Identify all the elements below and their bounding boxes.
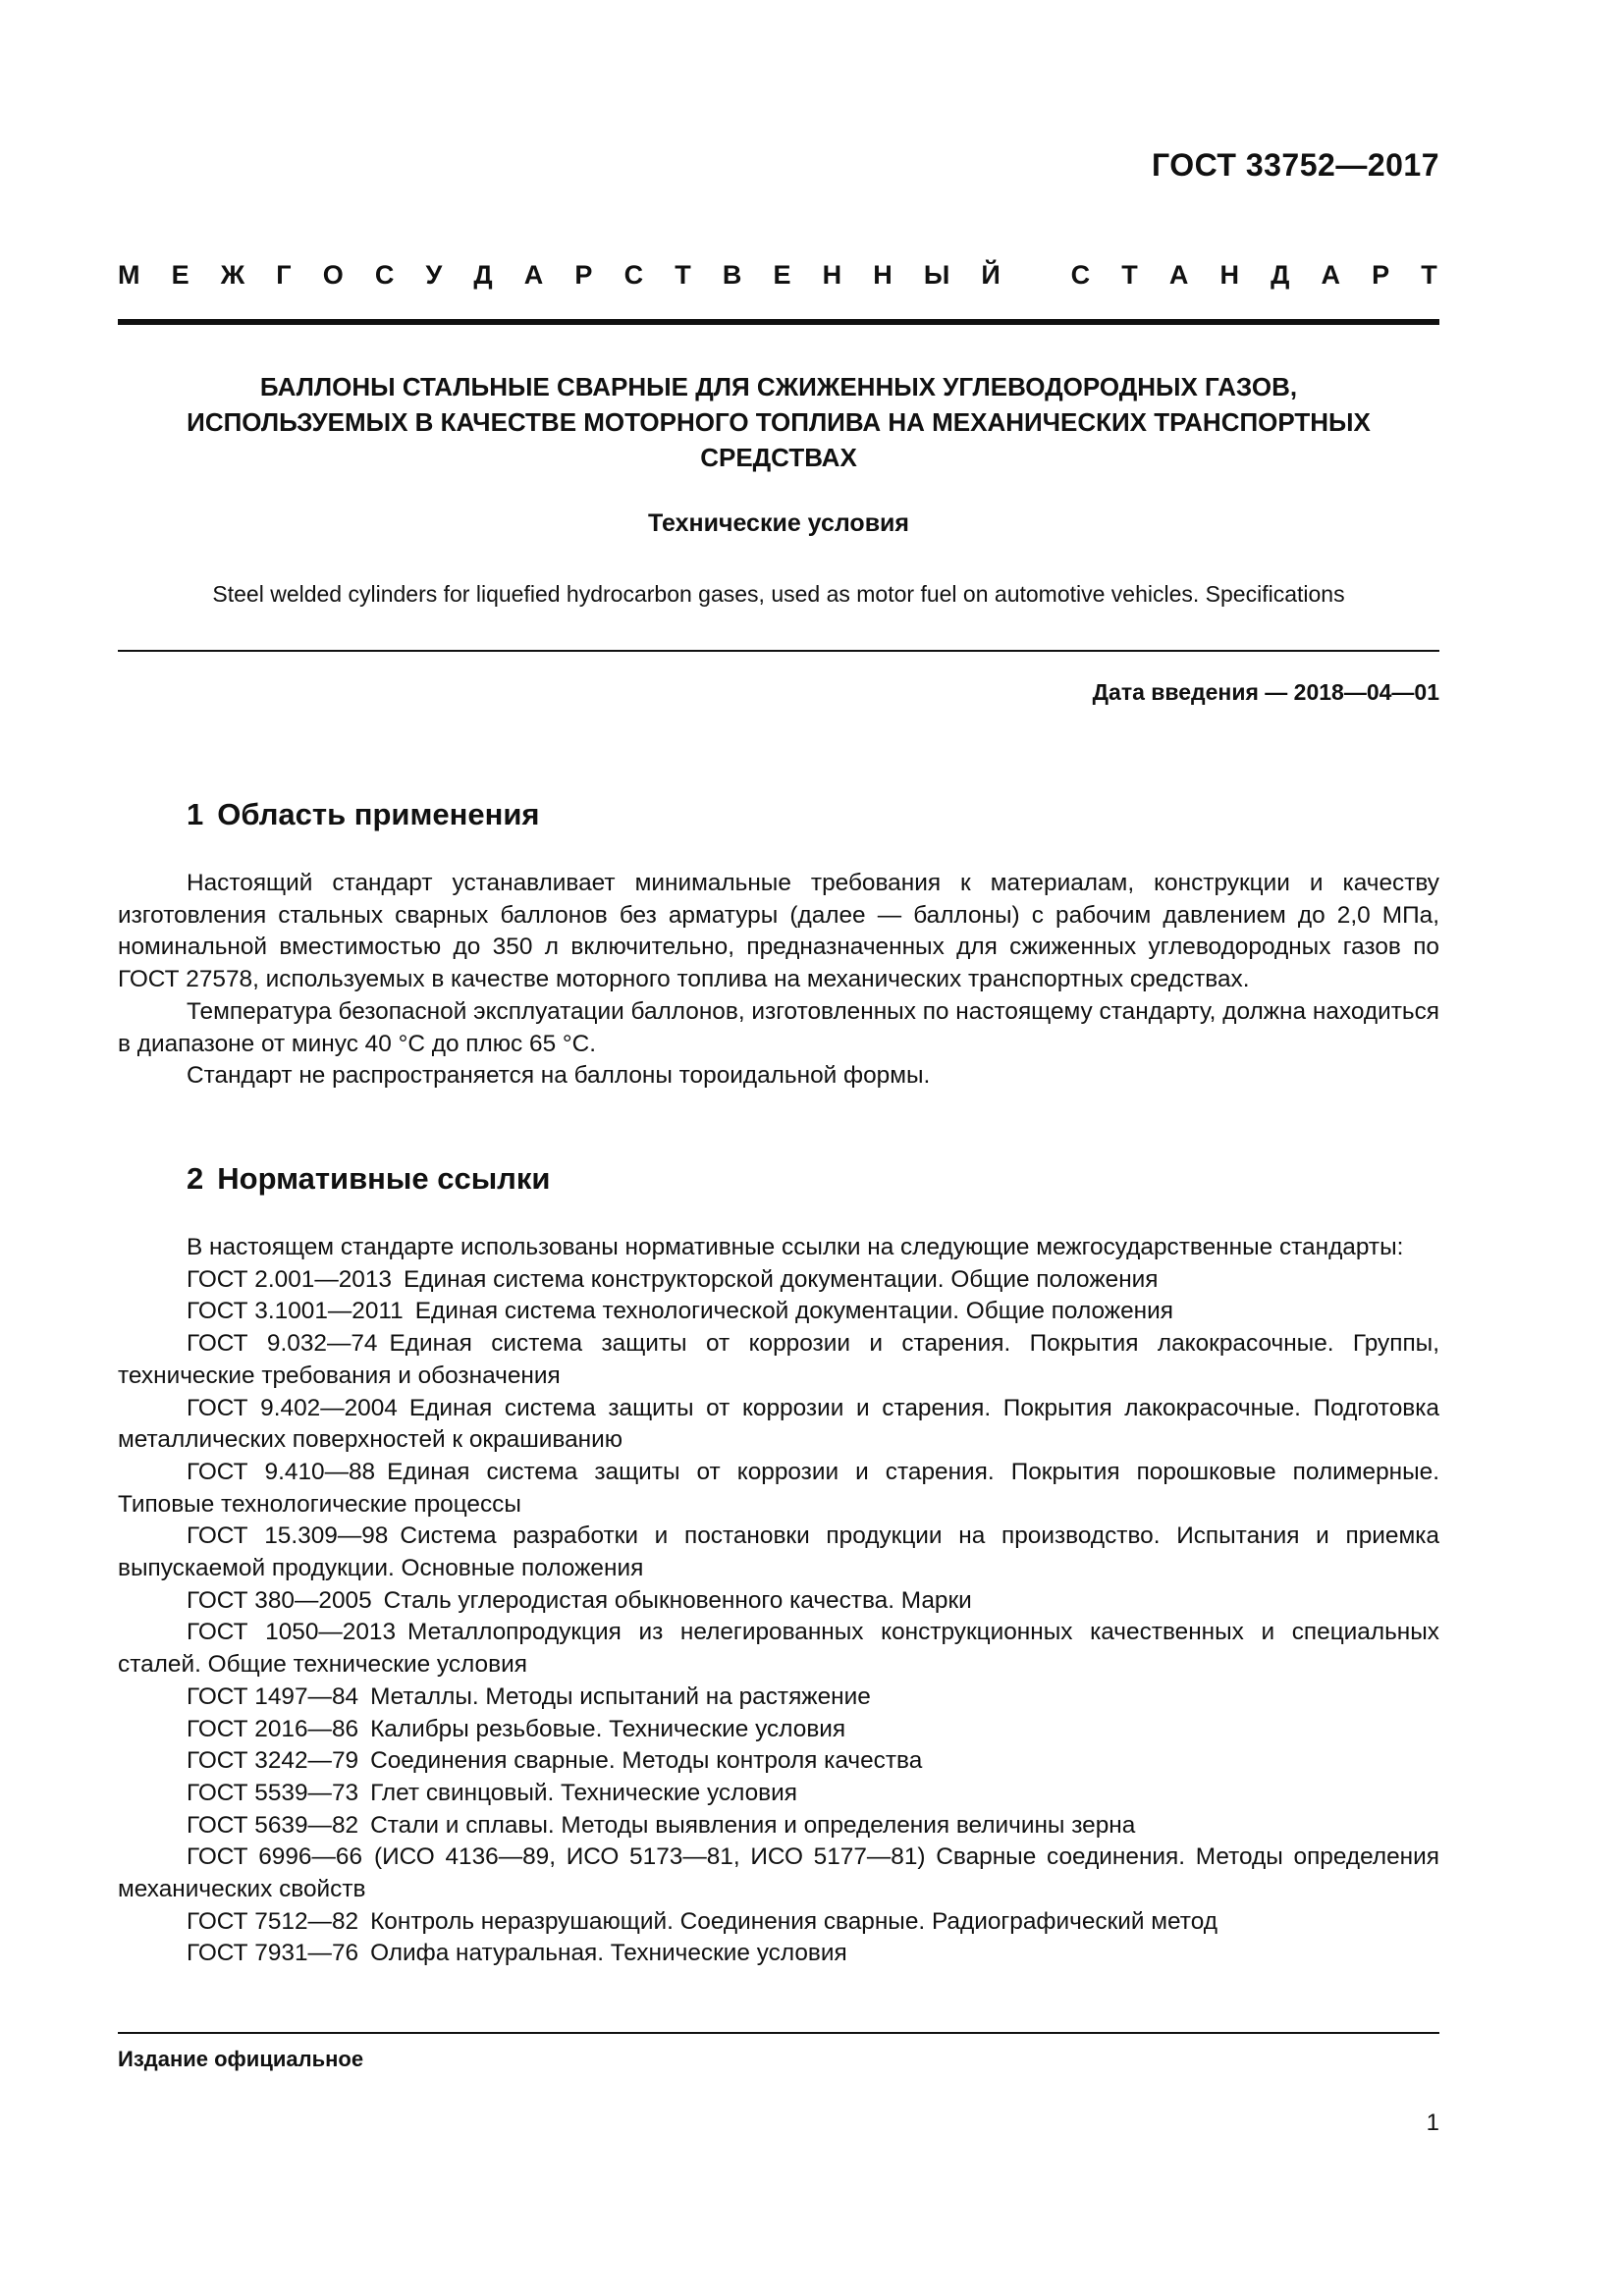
section-2-heading — [187, 1161, 550, 1197]
reference-code: ГОСТ 380—2005 — [187, 1586, 372, 1614]
reference-title: Система разработки и постановки продукции на производство. Испытания и приемка выпускаемой продукции. Основные положения — [118, 1522, 1439, 1582]
reference-code: ГОСТ 15.309—98 — [187, 1522, 389, 1550]
interstate-letter: Н — [1219, 260, 1241, 290]
interstate-letter: В — [722, 260, 744, 290]
interstate-letter: Н — [822, 260, 844, 290]
section-2-intro: В настоящем стандарте использованы нормативные ссылки на следующие межгосударственные стандарты: — [187, 1234, 1404, 1260]
reference-code: ГОСТ 1497—84 — [187, 1682, 359, 1710]
reference-item — [118, 1906, 1439, 1939]
section-1-heading — [187, 797, 540, 832]
edition-note: Издание официальное — [118, 2047, 364, 2071]
reference-item — [118, 1714, 1439, 1746]
reference-item — [118, 1585, 1439, 1618]
reference-code: ГОСТ 2016—86 — [187, 1715, 359, 1742]
introduction-date: Дата введения — 2018—04—01 — [1092, 679, 1439, 705]
reference-title: Металлы. Методы испытаний на растяжение — [370, 1682, 871, 1710]
reference-code: ГОСТ 2.001—2013 — [187, 1265, 392, 1293]
document-title — [118, 369, 1439, 475]
reference-code: ГОСТ 5639—82 — [187, 1811, 359, 1839]
interstate-letter: Д — [1271, 260, 1292, 290]
interstate-letter: С — [1070, 260, 1093, 290]
reference-title: Единая система защиты от коррозии и старения. Покрытия лакокрасочные. Группы, технические требования и обозначения — [118, 1330, 1439, 1389]
reference-title: (ИСО 4136—89, ИСО 5173—81, ИСО 5177—81) Сварные соединения. Методы определения механических свойств — [118, 1843, 1439, 1903]
reference-item — [118, 1296, 1439, 1328]
interstate-standard-label — [118, 260, 1439, 291]
interstate-letter: С — [374, 260, 397, 290]
section-1-paragraph: Настоящий стандарт устанавливает минимальные требования к материалам, конструкции и качеству изготовления стальных сварных баллонов без арматуры (далее — баллоны) с рабочим давлением до 2,0 МПа, номинальной вместимостью до 350 л включительно, предназначенных для сжиженных углеводородных газов по ГОСТ 27578, используемых в качестве моторного топлива на механических транспортных средствах. — [118, 870, 1439, 993]
interstate-letter: Т — [1121, 260, 1140, 290]
reference-item — [118, 1682, 1439, 1714]
section-1-number: 1 — [187, 797, 204, 831]
page-number: 1 — [1426, 2109, 1439, 2136]
interstate-letter: Ы — [923, 260, 952, 290]
gost-code: ГОСТ 33752—2017 — [1151, 147, 1439, 183]
section-1-body — [118, 868, 1439, 1093]
reference-item — [118, 1457, 1439, 1521]
section-2-number: 2 — [187, 1161, 204, 1196]
reference-title: Соединения сварные. Методы контроля качества — [370, 1747, 923, 1775]
reference-title: Единая система конструкторской документации. Общие положения — [403, 1265, 1159, 1293]
interstate-letter: Н — [873, 260, 894, 290]
interstate-letter: Г — [276, 260, 294, 290]
reference-code: ГОСТ 3242—79 — [187, 1747, 359, 1775]
interstate-letter: Й — [981, 260, 1002, 290]
interstate-letter: С — [623, 260, 646, 290]
interstate-letter: Т — [675, 260, 693, 290]
interstate-letter — [1032, 260, 1042, 291]
section-2-title: Нормативные ссылки — [217, 1161, 551, 1196]
section-2-body — [118, 1232, 1439, 1970]
reference-code: ГОСТ 9.402—2004 — [187, 1394, 398, 1421]
reference-title: Калибры резьбовые. Технические условия — [370, 1715, 846, 1742]
reference-code: ГОСТ 5539—73 — [187, 1779, 359, 1806]
footer-rule — [118, 2032, 1439, 2034]
reference-code: ГОСТ 7931—76 — [187, 1940, 359, 1967]
reference-item — [118, 1810, 1439, 1842]
interstate-letter: Е — [171, 260, 191, 290]
document-subtitle: Технические условия — [647, 509, 910, 537]
reference-title: Стали и сплавы. Методы выявления и определения величины зерна — [370, 1811, 1136, 1839]
interstate-letter: О — [322, 260, 346, 290]
reference-item — [118, 1264, 1439, 1297]
reference-item — [118, 1778, 1439, 1810]
section-1-paragraph: Температура безопасной эксплуатации баллонов, изготовленных по настоящему стандарту, должна находиться в диапазоне от минус 40 °С до плюс 65 °С. — [118, 997, 1439, 1057]
reference-item — [118, 1938, 1439, 1970]
reference-code: ГОСТ 3.1001—2011 — [187, 1298, 404, 1325]
title-line-1: БАЛЛОНЫ СТАЛЬНЫЕ СВАРНЫЕ ДЛЯ СЖИЖЕННЫХ УГЛЕВОДОРОДНЫХ ГАЗОВ, — [259, 372, 1298, 401]
reference-item — [118, 1393, 1439, 1457]
reference-title: Единая система защиты от коррозии и старения. Покрытия порошковые полимерные. Типовые технологические процессы — [118, 1458, 1439, 1518]
reference-code: ГОСТ 6996—66 — [187, 1843, 363, 1871]
interstate-letter: Т — [1421, 260, 1439, 290]
normative-references-list — [118, 1264, 1439, 1970]
interstate-letter: Р — [1372, 260, 1392, 290]
section-1-title: Область применения — [217, 797, 540, 831]
section-1-paragraph: Стандарт не распространяется на баллоны тороидальной формы. — [187, 1062, 931, 1090]
reference-item — [118, 1842, 1439, 1905]
title-rule — [118, 650, 1439, 652]
interstate-letter: У — [425, 260, 445, 290]
interstate-letter: Е — [773, 260, 793, 290]
reference-item — [118, 1617, 1439, 1681]
title-line-3: СРЕДСТВАХ — [700, 443, 857, 472]
reference-title: Единая система защиты от коррозии и старения. Покрытия лакокрасочные. Подготовка металлических поверхностей к окрашиванию — [118, 1394, 1439, 1454]
reference-title: Сталь углеродистая обыкновенного качества. Марки — [383, 1586, 972, 1614]
reference-code: ГОСТ 1050—2013 — [187, 1619, 397, 1646]
header-rule — [118, 319, 1439, 325]
reference-item — [118, 1745, 1439, 1778]
interstate-letter: А — [523, 260, 546, 290]
interstate-letter: Р — [574, 260, 595, 290]
interstate-letter: Ж — [220, 260, 247, 290]
reference-title: Металлопродукция из нелегированных конструкционных качественных и специальных сталей. Общие технические условия — [118, 1619, 1439, 1679]
reference-item — [118, 1328, 1439, 1392]
interstate-letter: А — [1321, 260, 1342, 290]
reference-title: Контроль неразрушающий. Соединения сварные. Радиографический метод — [370, 1907, 1217, 1935]
interstate-letter: М — [118, 260, 142, 290]
reference-code: ГОСТ 9.032—74 — [187, 1330, 378, 1358]
reference-code: ГОСТ 9.410—88 — [187, 1458, 376, 1485]
reference-item — [118, 1521, 1439, 1584]
reference-title: Глет свинцовый. Технические условия — [370, 1779, 797, 1806]
reference-code: ГОСТ 7512—82 — [187, 1907, 359, 1935]
title-line-2: ИСПОЛЬЗУЕМЫХ В КАЧЕСТВЕ МОТОРНОГО ТОПЛИВА НА МЕХАНИЧЕСКИХ ТРАНСПОРТНЫХ — [187, 407, 1371, 437]
interstate-letter: А — [1168, 260, 1191, 290]
interstate-letter: Д — [473, 260, 495, 290]
english-title: Steel welded cylinders for liquefied hydrocarbon gases, used as motor fuel on automotive vehicles. Specifications — [212, 581, 1345, 607]
reference-title: Олифа натуральная. Технические условия — [370, 1940, 847, 1967]
reference-title: Единая система технологической документации. Общие положения — [414, 1298, 1173, 1325]
